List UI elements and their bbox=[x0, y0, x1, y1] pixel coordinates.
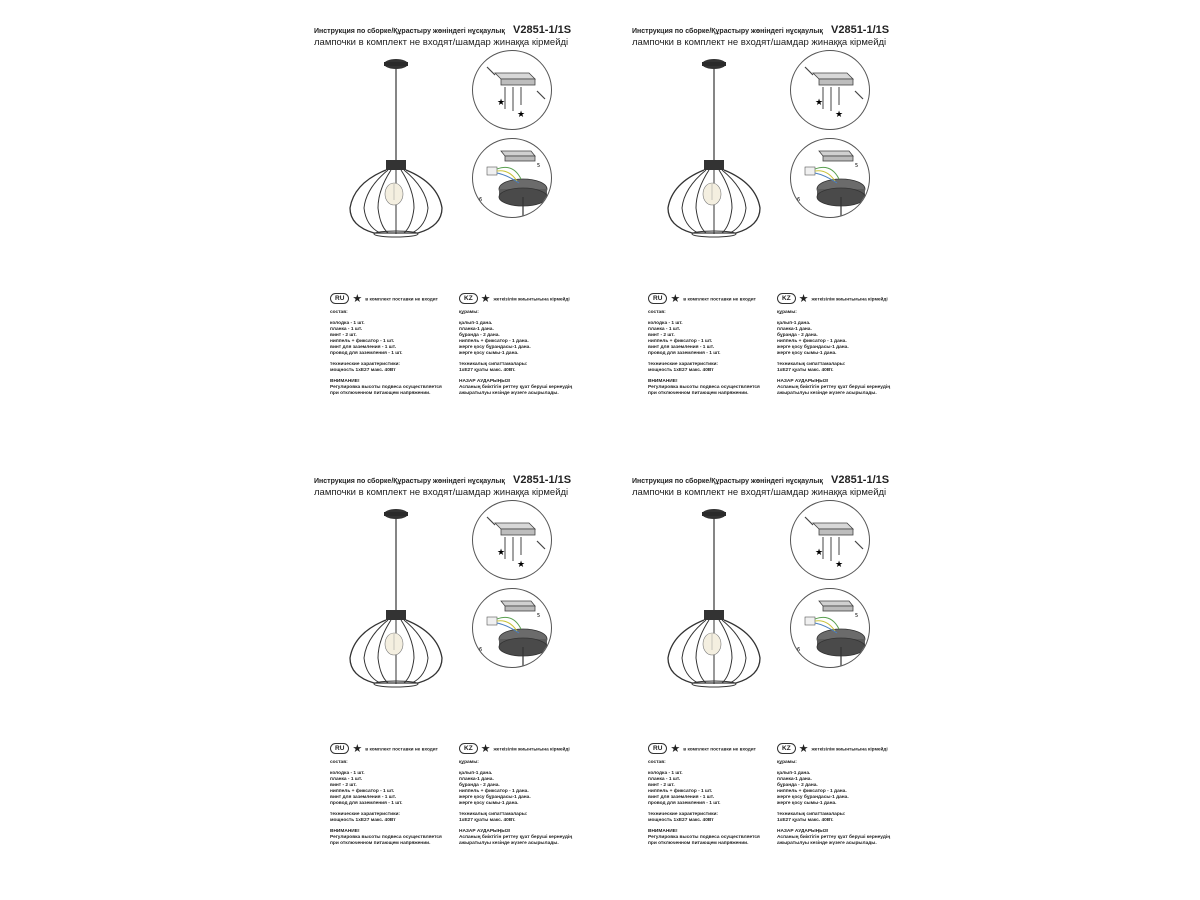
ru-warning-line: Регулировка высоты подвеса осуществляется bbox=[330, 835, 442, 840]
ru-specs-value: мощность 1хЕ27 макс. 40Вт bbox=[648, 368, 714, 373]
kz-warning-line: Аспаның биіктігін реттеу қуат беруші кернеудің bbox=[459, 835, 573, 840]
ru-column bbox=[648, 290, 788, 397]
mounting-bar-diagram bbox=[472, 500, 552, 580]
svg-text:★: ★ bbox=[497, 98, 506, 108]
svg-text:★: ★ bbox=[835, 560, 844, 570]
svg-text:5: 5 bbox=[855, 613, 859, 619]
ru-specs-title: технические характеристики: bbox=[648, 362, 719, 367]
kz-warning-title: НАЗАР АУДАРЫҢЫЗ! bbox=[459, 379, 511, 384]
kz-item: жерге қосу сымы-1 дана. bbox=[459, 351, 519, 356]
kz-flag-badge: KZ bbox=[459, 293, 478, 304]
kz-flag-badge: KZ bbox=[777, 293, 796, 304]
star-icon: ★ bbox=[352, 743, 363, 756]
svg-text:★: ★ bbox=[835, 110, 844, 120]
ru-section-title: состав: bbox=[330, 760, 348, 765]
header-title: Инструкция по сборке/Құрастыру жөніндегі нұсқаулық bbox=[632, 28, 823, 35]
model-number: V2851-1/1S bbox=[831, 474, 890, 486]
kz-section-title: құрамы: bbox=[459, 310, 479, 315]
ru-column bbox=[330, 290, 470, 397]
svg-text:5: 5 bbox=[537, 613, 541, 619]
kz-item: жерге қосу сымы-1 дана. bbox=[777, 801, 837, 806]
kz-specs-value: 1хЕ27 қуаты макс. 40Вт. bbox=[459, 818, 516, 823]
model-number: V2851-1/1S bbox=[513, 24, 572, 36]
ru-warning-title: ВНИМАНИЕ! bbox=[330, 829, 360, 834]
pendant-lamp-illustration bbox=[662, 508, 772, 708]
ru-item: винт - 2 шт. bbox=[330, 783, 357, 788]
kz-item: қалып-1 дана. bbox=[777, 771, 811, 776]
canopy-wiring-diagram bbox=[472, 138, 552, 218]
ru-warning-line: при отключенном питающем напряжении. bbox=[648, 391, 749, 396]
ru-warning-line: при отключенном питающем напряжении. bbox=[648, 841, 749, 846]
ru-item: планка - 1 шт. bbox=[330, 327, 363, 332]
kz-star-note: жеткізілім жиынтығына кірмейді bbox=[493, 746, 570, 752]
kz-item: планка-1 дана. bbox=[459, 327, 494, 332]
ru-item: планка - 1 шт. bbox=[648, 777, 681, 782]
kz-warning-line: Аспаның биіктігін реттеу қуат беруші кернеудің bbox=[777, 835, 891, 840]
kz-item: жерге қосу сымы-1 дана. bbox=[777, 351, 837, 356]
svg-text:5: 5 bbox=[855, 163, 859, 169]
ru-item: ниппель + фиксатор - 1 шт. bbox=[330, 789, 395, 794]
ru-warning-line: при отключенном питающем напряжении. bbox=[330, 391, 431, 396]
ru-warning-line: Регулировка высоты подвеса осуществляется bbox=[330, 385, 442, 390]
ru-section-title: состав: bbox=[330, 310, 348, 315]
instruction-card bbox=[632, 472, 932, 892]
ru-warning-title: ВНИМАНИЕ! bbox=[648, 829, 678, 834]
ru-warning-line: Регулировка высоты подвеса осуществляется bbox=[648, 385, 760, 390]
ru-item: планка - 1 шт. bbox=[330, 777, 363, 782]
header-title: Инструкция по сборке/Құрастыру жөніндегі нұсқаулық bbox=[314, 478, 505, 485]
kz-item: бұранда - 2 дана. bbox=[777, 333, 818, 338]
star-icon: ★ bbox=[798, 743, 809, 756]
kz-item: бұранда - 2 дана. bbox=[459, 783, 500, 788]
kz-item: ниппель + фиксатор - 1 дана. bbox=[777, 339, 847, 344]
header-title: Инструкция по сборке/Құрастыру жөніндегі нұсқаулық bbox=[314, 28, 505, 35]
kz-item: жерге қосу бұрандасы-1 дана. bbox=[777, 345, 849, 350]
kz-flag-badge: KZ bbox=[777, 743, 796, 754]
ru-specs-title: технические характеристики: bbox=[330, 812, 401, 817]
kz-item: ниппель + фиксатор - 1 дана. bbox=[459, 339, 529, 344]
star-icon: ★ bbox=[670, 293, 681, 306]
kz-star-note: жеткізілім жиынтығына кірмейді bbox=[811, 296, 888, 302]
kz-item: планка-1 дана. bbox=[459, 777, 494, 782]
pendant-lamp-illustration bbox=[344, 58, 454, 258]
header-subtitle: лампочки в комплект не входят/шамдар жинаққа кірмейді bbox=[314, 487, 569, 498]
svg-text:5: 5 bbox=[537, 163, 541, 169]
ru-item: винт для заземления - 1 шт. bbox=[330, 795, 397, 800]
kz-warning-title: НАЗАР АУДАРЫҢЫЗ! bbox=[459, 829, 511, 834]
svg-text:6: 6 bbox=[797, 647, 801, 653]
kz-specs-title: техникалық сипаттамалары: bbox=[459, 812, 528, 817]
ru-item: ниппель + фиксатор - 1 шт. bbox=[648, 789, 713, 794]
kz-warning-line: Аспаның биіктігін реттеу қуат беруші кернеудің bbox=[777, 385, 891, 390]
ru-item: винт - 2 шт. bbox=[648, 783, 675, 788]
kz-item: қалып-1 дана. bbox=[777, 321, 811, 326]
ru-star-note: в комплект поставки не входит bbox=[365, 746, 438, 752]
svg-text:6: 6 bbox=[479, 197, 483, 203]
svg-text:★: ★ bbox=[497, 548, 506, 558]
svg-text:6: 6 bbox=[797, 197, 801, 203]
kz-item: бұранда - 2 дана. bbox=[777, 783, 818, 788]
kz-warning-title: НАЗАР АУДАРЫҢЫЗ! bbox=[777, 379, 829, 384]
ru-flag-badge: RU bbox=[648, 293, 667, 304]
kz-item: жерге қосу бұрандасы-1 дана. bbox=[777, 795, 849, 800]
ru-flag-badge: RU bbox=[330, 743, 349, 754]
kz-specs-value: 1хЕ27 қуаты макс. 40Вт. bbox=[777, 818, 834, 823]
star-icon: ★ bbox=[480, 293, 491, 306]
ru-star-note: в комплект поставки не входит bbox=[683, 296, 756, 302]
star-icon: ★ bbox=[670, 743, 681, 756]
svg-text:6: 6 bbox=[479, 647, 483, 653]
ru-warning-title: ВНИМАНИЕ! bbox=[330, 379, 360, 384]
kz-column bbox=[459, 740, 599, 847]
ru-flag-badge: RU bbox=[648, 743, 667, 754]
ru-item: колодка - 1 шт. bbox=[648, 321, 683, 326]
ru-item: колодка - 1 шт. bbox=[330, 771, 365, 776]
ru-item: провод для заземления - 1 шт. bbox=[648, 351, 721, 356]
ru-item: колодка - 1 шт. bbox=[330, 321, 365, 326]
kz-item: ниппель + фиксатор - 1 дана. bbox=[459, 789, 529, 794]
kz-item: планка-1 дана. bbox=[777, 777, 812, 782]
ru-column bbox=[648, 740, 788, 847]
ru-specs-value: мощность 1хЕ27 макс. 40Вт bbox=[330, 818, 396, 823]
ru-item: винт для заземления - 1 шт. bbox=[330, 345, 397, 350]
kz-specs-title: техникалық сипаттамалары: bbox=[777, 812, 846, 817]
ru-item: ниппель + фиксатор - 1 шт. bbox=[330, 339, 395, 344]
instruction-card bbox=[632, 22, 932, 442]
kz-star-note: жеткізілім жиынтығына кірмейді bbox=[811, 746, 888, 752]
ru-item: винт для заземления - 1 шт. bbox=[648, 345, 715, 350]
ru-item: винт - 2 шт. bbox=[648, 333, 675, 338]
kz-warning-line: ажыратылуы кезінде жүзеге асырылады. bbox=[459, 841, 559, 846]
ru-warning-title: ВНИМАНИЕ! bbox=[648, 379, 678, 384]
kz-column bbox=[777, 740, 917, 847]
header-title: Инструкция по сборке/Құрастыру жөніндегі нұсқаулық bbox=[632, 478, 823, 485]
model-number: V2851-1/1S bbox=[513, 474, 572, 486]
kz-specs-value: 1хЕ27 қуаты макс. 40Вт. bbox=[777, 368, 834, 373]
ru-item: винт для заземления - 1 шт. bbox=[648, 795, 715, 800]
kz-item: ниппель + фиксатор - 1 дана. bbox=[777, 789, 847, 794]
ru-warning-line: Регулировка высоты подвеса осуществляется bbox=[648, 835, 760, 840]
ru-item: винт - 2 шт. bbox=[330, 333, 357, 338]
star-icon: ★ bbox=[352, 293, 363, 306]
kz-specs-title: техникалық сипаттамалары: bbox=[459, 362, 528, 367]
kz-item: жерге қосу бұрандасы-1 дана. bbox=[459, 795, 531, 800]
kz-warning-title: НАЗАР АУДАРЫҢЫЗ! bbox=[777, 829, 829, 834]
star-icon: ★ bbox=[798, 293, 809, 306]
ru-column bbox=[330, 740, 470, 847]
ru-specs-title: технические характеристики: bbox=[330, 362, 401, 367]
kz-star-note: жеткізілім жиынтығына кірмейді bbox=[493, 296, 570, 302]
svg-text:★: ★ bbox=[815, 548, 824, 558]
svg-text:★: ★ bbox=[517, 110, 526, 120]
kz-column bbox=[459, 290, 599, 397]
pendant-lamp-illustration bbox=[662, 58, 772, 258]
ru-specs-value: мощность 1хЕ27 макс. 40Вт bbox=[648, 818, 714, 823]
ru-item: планка - 1 шт. bbox=[648, 327, 681, 332]
ru-item: провод для заземления - 1 шт. bbox=[330, 801, 403, 806]
kz-warning-line: ажыратылуы кезінде жүзеге асырылады. bbox=[459, 391, 559, 396]
kz-section-title: құрамы: bbox=[777, 310, 797, 315]
kz-item: қалып-1 дана. bbox=[459, 771, 493, 776]
kz-specs-value: 1хЕ27 қуаты макс. 40Вт. bbox=[459, 368, 516, 373]
ru-section-title: состав: bbox=[648, 760, 666, 765]
star-icon: ★ bbox=[480, 743, 491, 756]
ru-star-note: в комплект поставки не входит bbox=[683, 746, 756, 752]
canopy-wiring-diagram bbox=[790, 138, 870, 218]
ru-warning-line: при отключенном питающем напряжении. bbox=[330, 841, 431, 846]
kz-column bbox=[777, 290, 917, 397]
kz-section-title: құрамы: bbox=[777, 760, 797, 765]
svg-text:★: ★ bbox=[815, 98, 824, 108]
ru-star-note: в комплект поставки не входит bbox=[365, 296, 438, 302]
kz-flag-badge: KZ bbox=[459, 743, 478, 754]
kz-item: бұранда - 2 дана. bbox=[459, 333, 500, 338]
ru-specs-title: технические характеристики: bbox=[648, 812, 719, 817]
canopy-wiring-diagram bbox=[790, 588, 870, 668]
kz-item: қалып-1 дана. bbox=[459, 321, 493, 326]
ru-flag-badge: RU bbox=[330, 293, 349, 304]
ru-item: провод для заземления - 1 шт. bbox=[330, 351, 403, 356]
ru-item: провод для заземления - 1 шт. bbox=[648, 801, 721, 806]
ru-item: колодка - 1 шт. bbox=[648, 771, 683, 776]
ru-section-title: состав: bbox=[648, 310, 666, 315]
kz-section-title: құрамы: bbox=[459, 760, 479, 765]
ru-item: ниппель + фиксатор - 1 шт. bbox=[648, 339, 713, 344]
svg-text:★: ★ bbox=[517, 560, 526, 570]
mounting-bar-diagram bbox=[790, 500, 870, 580]
header-subtitle: лампочки в комплект не входят/шамдар жинаққа кірмейді bbox=[314, 37, 569, 48]
mounting-bar-diagram bbox=[790, 50, 870, 130]
model-number: V2851-1/1S bbox=[831, 24, 890, 36]
kz-warning-line: Аспаның биіктігін реттеу қуат беруші кернеудің bbox=[459, 385, 573, 390]
kz-item: планка-1 дана. bbox=[777, 327, 812, 332]
kz-warning-line: ажыратылуы кезінде жүзеге асырылады. bbox=[777, 841, 877, 846]
ru-specs-value: мощность 1хЕ27 макс. 40Вт bbox=[330, 368, 396, 373]
pendant-lamp-illustration bbox=[344, 508, 454, 708]
instruction-card bbox=[314, 22, 614, 442]
header-subtitle: лампочки в комплект не входят/шамдар жинаққа кірмейді bbox=[632, 37, 887, 48]
kz-item: жерге қосу бұрандасы-1 дана. bbox=[459, 345, 531, 350]
header-subtitle: лампочки в комплект не входят/шамдар жинаққа кірмейді bbox=[632, 487, 887, 498]
mounting-bar-diagram bbox=[472, 50, 552, 130]
kz-specs-title: техникалық сипаттамалары: bbox=[777, 362, 846, 367]
instruction-card bbox=[314, 472, 614, 892]
kz-warning-line: ажыратылуы кезінде жүзеге асырылады. bbox=[777, 391, 877, 396]
canopy-wiring-diagram bbox=[472, 588, 552, 668]
kz-item: жерге қосу сымы-1 дана. bbox=[459, 801, 519, 806]
